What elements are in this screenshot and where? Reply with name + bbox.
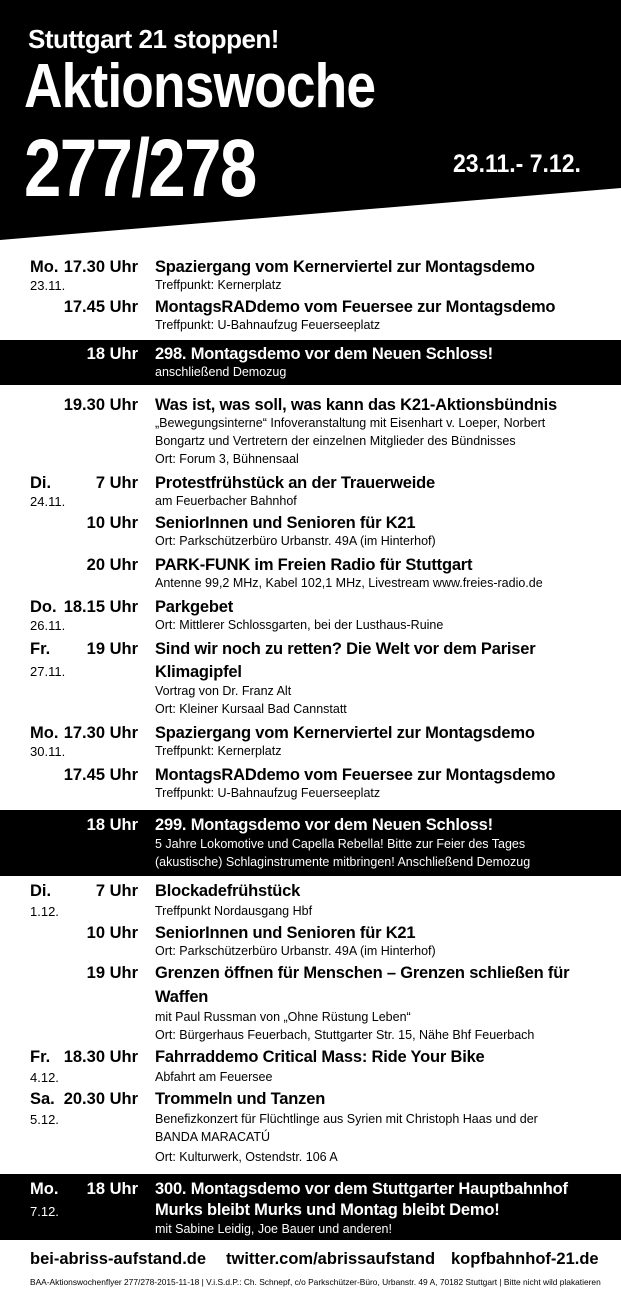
event-time: 18.15 Uhr [63, 598, 138, 616]
event-detail: BANDA MARACATÚ [155, 1130, 271, 1144]
event-detail: (akustische) Schlaginstrumente mitbringen! Anschließend Demozug [155, 855, 531, 869]
event-title: Spaziergang vom Kernerviertel zur Montagsdemo [155, 258, 535, 276]
event-date: 26.11. [30, 618, 66, 633]
event-title: 299. Montagsdemo vor dem Neuen Schloss! [155, 816, 493, 834]
event-item [0, 392, 621, 472]
event-item [0, 722, 621, 764]
event-time: 18.30 Uhr [63, 1048, 138, 1066]
event-time: 10 Uhr [86, 514, 138, 532]
event-day: Fr. [30, 640, 51, 658]
footer-link-website[interactable]: bei-abriss-aufstand.de [30, 1250, 207, 1268]
event-detail: Treffpunkt Nordausgang Hbf [155, 904, 313, 918]
event-title: 300. Montagsdemo vor dem Stuttgarter Hauptbahnhof [155, 1180, 568, 1198]
event-title: Parkgebet [155, 598, 233, 616]
event-title: Klimagipfel [155, 663, 242, 681]
event-date: 1.12. [30, 904, 59, 919]
event-day: Di. [30, 474, 52, 492]
event-time: 17.45 Uhr [63, 298, 138, 316]
event-detail: „Bewegungsinterne“ Infoveranstaltung mit Eisenhart v. Loeper, Norbert [155, 416, 546, 430]
event-title: MontagsRADdemo vom Feuersee zur Montagsdemo [155, 298, 556, 316]
event-detail: Ort: Mittlerer Schlossgarten, bei der Lusthaus-Ruine [155, 618, 444, 632]
event-date: 23.11. [30, 278, 66, 293]
event-detail: mit Sabine Leidig, Joe Bauer und anderen! [155, 1222, 392, 1236]
event-detail: Treffpunkt: U-Bahnaufzug Feuerseeplatz [155, 786, 381, 800]
event-time: 17.30 Uhr [63, 258, 138, 276]
event-time: 7 Uhr [95, 882, 138, 900]
event-title: Fahrraddemo Critical Mass: Ride Your Bike [155, 1048, 485, 1066]
event-item [0, 638, 621, 722]
event-time: 18 Uhr [86, 1180, 138, 1198]
footer-imprint: BAA-Aktionswochenflyer 277/278-2015-11-18 | V.i.S.d.P.: Ch. Schnepf, c/o Parkschützer-Büro, Urbanstr. 49 A, 70182 Stuttgart | Bitte nicht wild plakatieren [30, 1277, 601, 1287]
event-item [0, 1088, 621, 1170]
event-day: Do. [30, 598, 57, 616]
event-detail: Ort: Parkschützerbüro Urbanstr. 49A (im Hinterhof) [155, 534, 436, 548]
event-date: 27.11. [30, 664, 66, 679]
event-title: Was ist, was soll, was kann das K21-Aktionsbündnis [155, 396, 557, 414]
event-title: Waffen [155, 988, 209, 1006]
header-dates: 23.11.- 7.12. [453, 150, 581, 178]
event-item [0, 512, 621, 554]
event-time: 19 Uhr [86, 640, 138, 658]
event-time: 19.30 Uhr [63, 396, 138, 414]
footer-link-kopfbahnhof[interactable]: kopfbahnhof-21.de [451, 1250, 599, 1268]
event-day: Mo. [30, 258, 59, 276]
event-time: 20 Uhr [86, 556, 138, 574]
event-time: 19 Uhr [86, 964, 138, 982]
event-item [0, 554, 621, 596]
footer-link-twitter[interactable]: twitter.com/abrissaufstand [226, 1250, 436, 1268]
event-detail: Benefizkonzert für Flüchtlinge aus Syrien mit Christoph Haas und der [155, 1112, 538, 1126]
header-number: 277/278 [24, 123, 256, 214]
event-detail: Ort: Kleiner Kursaal Bad Cannstatt [155, 702, 347, 716]
event-time: 7 Uhr [95, 474, 138, 492]
event-time: 17.30 Uhr [63, 724, 138, 742]
event-time: 20.30 Uhr [63, 1090, 138, 1108]
header-title: Aktionswoche [24, 52, 376, 121]
event-date: 4.12. [30, 1070, 59, 1085]
event-detail: Antenne 99,2 MHz, Kabel 102,1 MHz, Livestream www.freies-radio.de [155, 576, 543, 590]
event-title: 298. Montagsdemo vor dem Neuen Schloss! [155, 345, 493, 363]
event-day: Mo. [30, 1180, 59, 1198]
event-day: Mo. [30, 724, 59, 742]
event-item [0, 962, 621, 1046]
event-date: 30.11. [30, 744, 66, 759]
event-item [0, 764, 621, 806]
event-detail: Ort: Bürgerhaus Feuerbach, Stuttgarter Str. 15, Nähe Bhf Feuerbach [155, 1028, 535, 1042]
event-item [0, 596, 621, 638]
event-detail: Bongartz und Vertretern der einzelnen Mitglieder des Bündnisses [155, 434, 516, 448]
event-item [0, 880, 621, 922]
event-date: 24.11. [30, 494, 66, 509]
event-item-highlight [0, 340, 621, 385]
event-date: 5.12. [30, 1112, 59, 1127]
event-title: SeniorInnen und Senioren für K21 [155, 514, 416, 532]
event-item [0, 294, 621, 340]
event-item-highlight [0, 1174, 621, 1240]
event-detail: anschließend Demozug [155, 365, 287, 379]
header-banner [0, 0, 621, 240]
event-title: Trommeln und Tanzen [155, 1090, 326, 1108]
event-time: 17.45 Uhr [63, 766, 138, 784]
event-time: 18 Uhr [86, 345, 138, 363]
event-title: Murks bleibt Murks und Montag bleibt Demo! [155, 1201, 500, 1219]
footer [0, 1244, 621, 1312]
event-title: Spaziergang vom Kernerviertel zur Montagsdemo [155, 724, 535, 742]
event-detail: mit Paul Russman von „Ohne Rüstung Leben“ [155, 1010, 411, 1024]
event-title: MontagsRADdemo vom Feuersee zur Montagsdemo [155, 766, 556, 784]
event-title: Protestfrühstück an der Trauerweide [155, 474, 436, 492]
event-time: 10 Uhr [86, 924, 138, 942]
event-item-highlight [0, 810, 621, 876]
event-day: Di. [30, 882, 52, 900]
header-subtitle: Stuttgart 21 stoppen! [28, 24, 279, 54]
event-detail: Ort: Kulturwerk, Ostendstr. 106 A [155, 1150, 338, 1164]
event-detail: 5 Jahre Lokomotive und Capella Rebella! Bitte zur Feier des Tages [155, 837, 526, 851]
event-title: PARK-FUNK im Freien Radio für Stuttgart [155, 556, 473, 574]
event-title: Blockadefrühstück [155, 882, 301, 900]
event-item [0, 922, 621, 964]
event-detail: Vortrag von Dr. Franz Alt [155, 684, 292, 698]
event-item [0, 472, 621, 512]
event-time: 18 Uhr [86, 816, 138, 834]
event-detail: Ort: Parkschützerbüro Urbanstr. 49A (im Hinterhof) [155, 944, 436, 958]
event-detail: Treffpunkt: Kernerplatz [155, 278, 282, 292]
event-title: Sind wir noch zu retten? Die Welt vor dem Pariser [155, 640, 536, 658]
event-title: SeniorInnen und Senioren für K21 [155, 924, 416, 942]
event-detail: Abfahrt am Feuersee [155, 1070, 273, 1084]
event-detail: am Feuerbacher Bahnhof [155, 494, 297, 508]
event-date: 7.12. [30, 1204, 59, 1219]
event-title: Grenzen öffnen für Menschen – Grenzen schließen für [155, 964, 570, 982]
event-day: Sa. [30, 1090, 55, 1108]
event-day: Fr. [30, 1048, 51, 1066]
event-detail: Ort: Forum 3, Bühnensaal [155, 452, 299, 466]
event-item [0, 1046, 621, 1088]
event-detail: Treffpunkt: Kernerplatz [155, 744, 282, 758]
event-detail: Treffpunkt: U-Bahnaufzug Feuerseeplatz [155, 318, 381, 332]
